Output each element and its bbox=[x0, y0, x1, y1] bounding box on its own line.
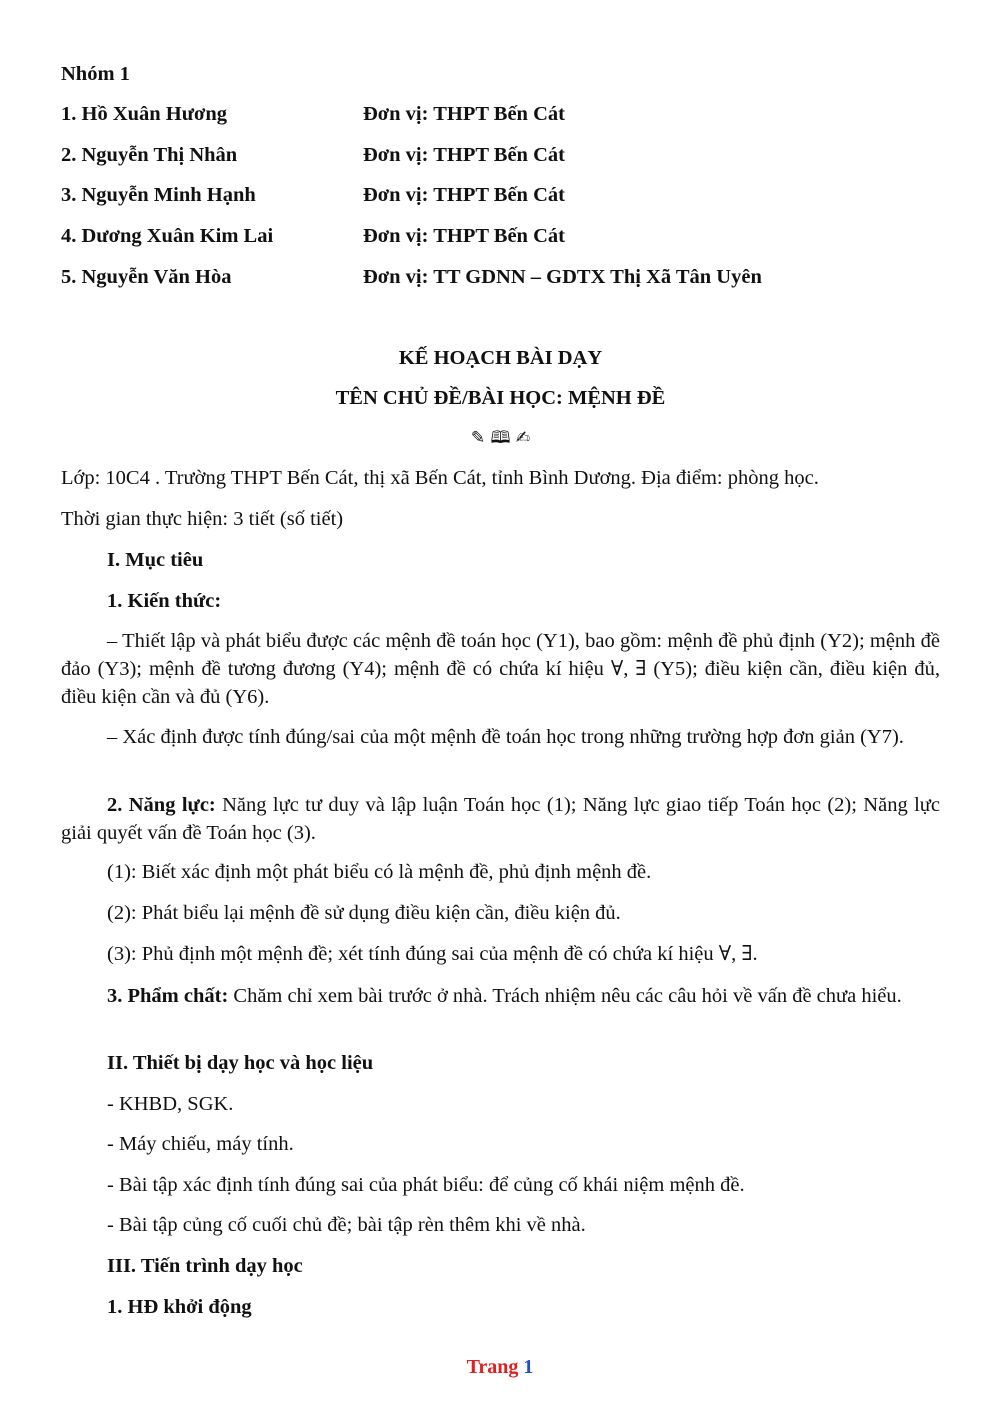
member-row bbox=[61, 142, 940, 168]
time-info: Thời gian thực hiện: 3 tiết (số tiết) bbox=[61, 508, 344, 530]
lesson-plan-heading: KẾ HOẠCH BÀI DẠY bbox=[398, 347, 603, 369]
ability-label: 2. Năng lực: bbox=[107, 794, 216, 816]
book-ornament-icon: ✎ 🕮 ✍ bbox=[470, 428, 531, 448]
equipment-item: - Máy chiếu, máy tính. bbox=[107, 1133, 294, 1155]
ability-item-3: (3): Phủ định một mệnh đề; xét tính đúng sai của mệnh đề có chứa kí hiệu ∀, ∃. bbox=[107, 943, 758, 965]
member-name: 5. Nguyễn Văn Hòa bbox=[61, 266, 232, 288]
ability-item-1: (1): Biết xác định một phát biểu có là mệnh đề, phủ định mệnh đề. bbox=[107, 861, 652, 883]
member-unit: Đơn vị: TT GDNN – GDTX Thị Xã Tân Uyên bbox=[363, 266, 762, 288]
member-name: 4. Dương Xuân Kim Lai bbox=[61, 225, 274, 247]
member-row bbox=[61, 223, 940, 249]
member-row bbox=[61, 182, 940, 208]
knowledge-paragraph-2: – Xác định được tính đúng/sai của một mệnh đề toán học trong những trường hợp đơn giản (Y7). bbox=[107, 726, 904, 748]
equipment-item: - Bài tập củng cố cuối chủ đề; bài tập rèn thêm khi về nhà. bbox=[107, 1214, 586, 1236]
equipment-item: - Bài tập xác định tính đúng sai của phát biểu: để củng cố khái niệm mệnh đề. bbox=[107, 1174, 745, 1196]
member-row bbox=[61, 101, 940, 127]
ability-text: Năng lực tư duy và lập luận Toán học (1); Năng lực giao tiếp Toán học (2); Năng lực giải quyết vấn đề Toán học (3). bbox=[61, 794, 940, 844]
class-info: Lớp: 10C4 . Trường THPT Bến Cát, thị xã Bến Cát, tỉnh Bình Dương. Địa điểm: phòng học. bbox=[61, 467, 819, 489]
member-unit: Đơn vị: THPT Bến Cát bbox=[363, 225, 565, 247]
equipment-item: - KHBD, SGK. bbox=[107, 1093, 234, 1115]
member-name: 3. Nguyễn Minh Hạnh bbox=[61, 184, 256, 206]
group-title: Nhóm 1 bbox=[61, 63, 130, 85]
page-word: Trang bbox=[466, 1356, 519, 1378]
knowledge-title: 1. Kiến thức: bbox=[107, 590, 222, 612]
section-process-title: III. Tiến trình dạy học bbox=[107, 1255, 303, 1277]
member-row bbox=[61, 264, 940, 290]
member-unit: Đơn vị: THPT Bến Cát bbox=[363, 184, 565, 206]
knowledge-paragraph-1: – Thiết lập và phát biểu được các mệnh đề toán học (Y1), bao gồm: mệnh đề phủ định (Y2); mệnh đề đảo (Y3); mệnh đề tương đương (Y4); mệnh đề có chứa kí hiệu ∀, ∃ (Y5); điều kiện cần, điều kiện đủ, điều kiện cần và đủ (Y6). bbox=[61, 630, 940, 708]
member-name: 2. Nguyễn Thị Nhân bbox=[61, 144, 238, 166]
page-number: 1 bbox=[523, 1356, 534, 1378]
section-objectives-title: I. Mục tiêu bbox=[107, 549, 204, 571]
ability-paragraph bbox=[61, 791, 940, 847]
member-unit: Đơn vị: THPT Bến Cát bbox=[363, 103, 565, 125]
quality-label: 3. Phẩm chất: bbox=[107, 985, 229, 1007]
page-footer bbox=[0, 1356, 1000, 1379]
member-name: 1. Hồ Xuân Hương bbox=[61, 103, 228, 125]
quality-paragraph bbox=[61, 982, 940, 1010]
section-equipment-title: II. Thiết bị dạy học và học liệu bbox=[107, 1052, 374, 1074]
warmup-activity-title: 1. HĐ khởi động bbox=[107, 1296, 252, 1318]
quality-text: Chăm chỉ xem bài trước ở nhà. Trách nhiệm nêu các câu hỏi về vấn đề chưa hiểu. bbox=[228, 985, 902, 1007]
lesson-topic-heading: TÊN CHỦ ĐỀ/BÀI HỌC: MỆNH ĐỀ bbox=[335, 387, 666, 409]
ability-item-2: (2): Phát biểu lại mệnh đề sử dụng điều kiện cần, điều kiện đủ. bbox=[107, 902, 621, 924]
member-unit: Đơn vị: THPT Bến Cát bbox=[363, 144, 565, 166]
